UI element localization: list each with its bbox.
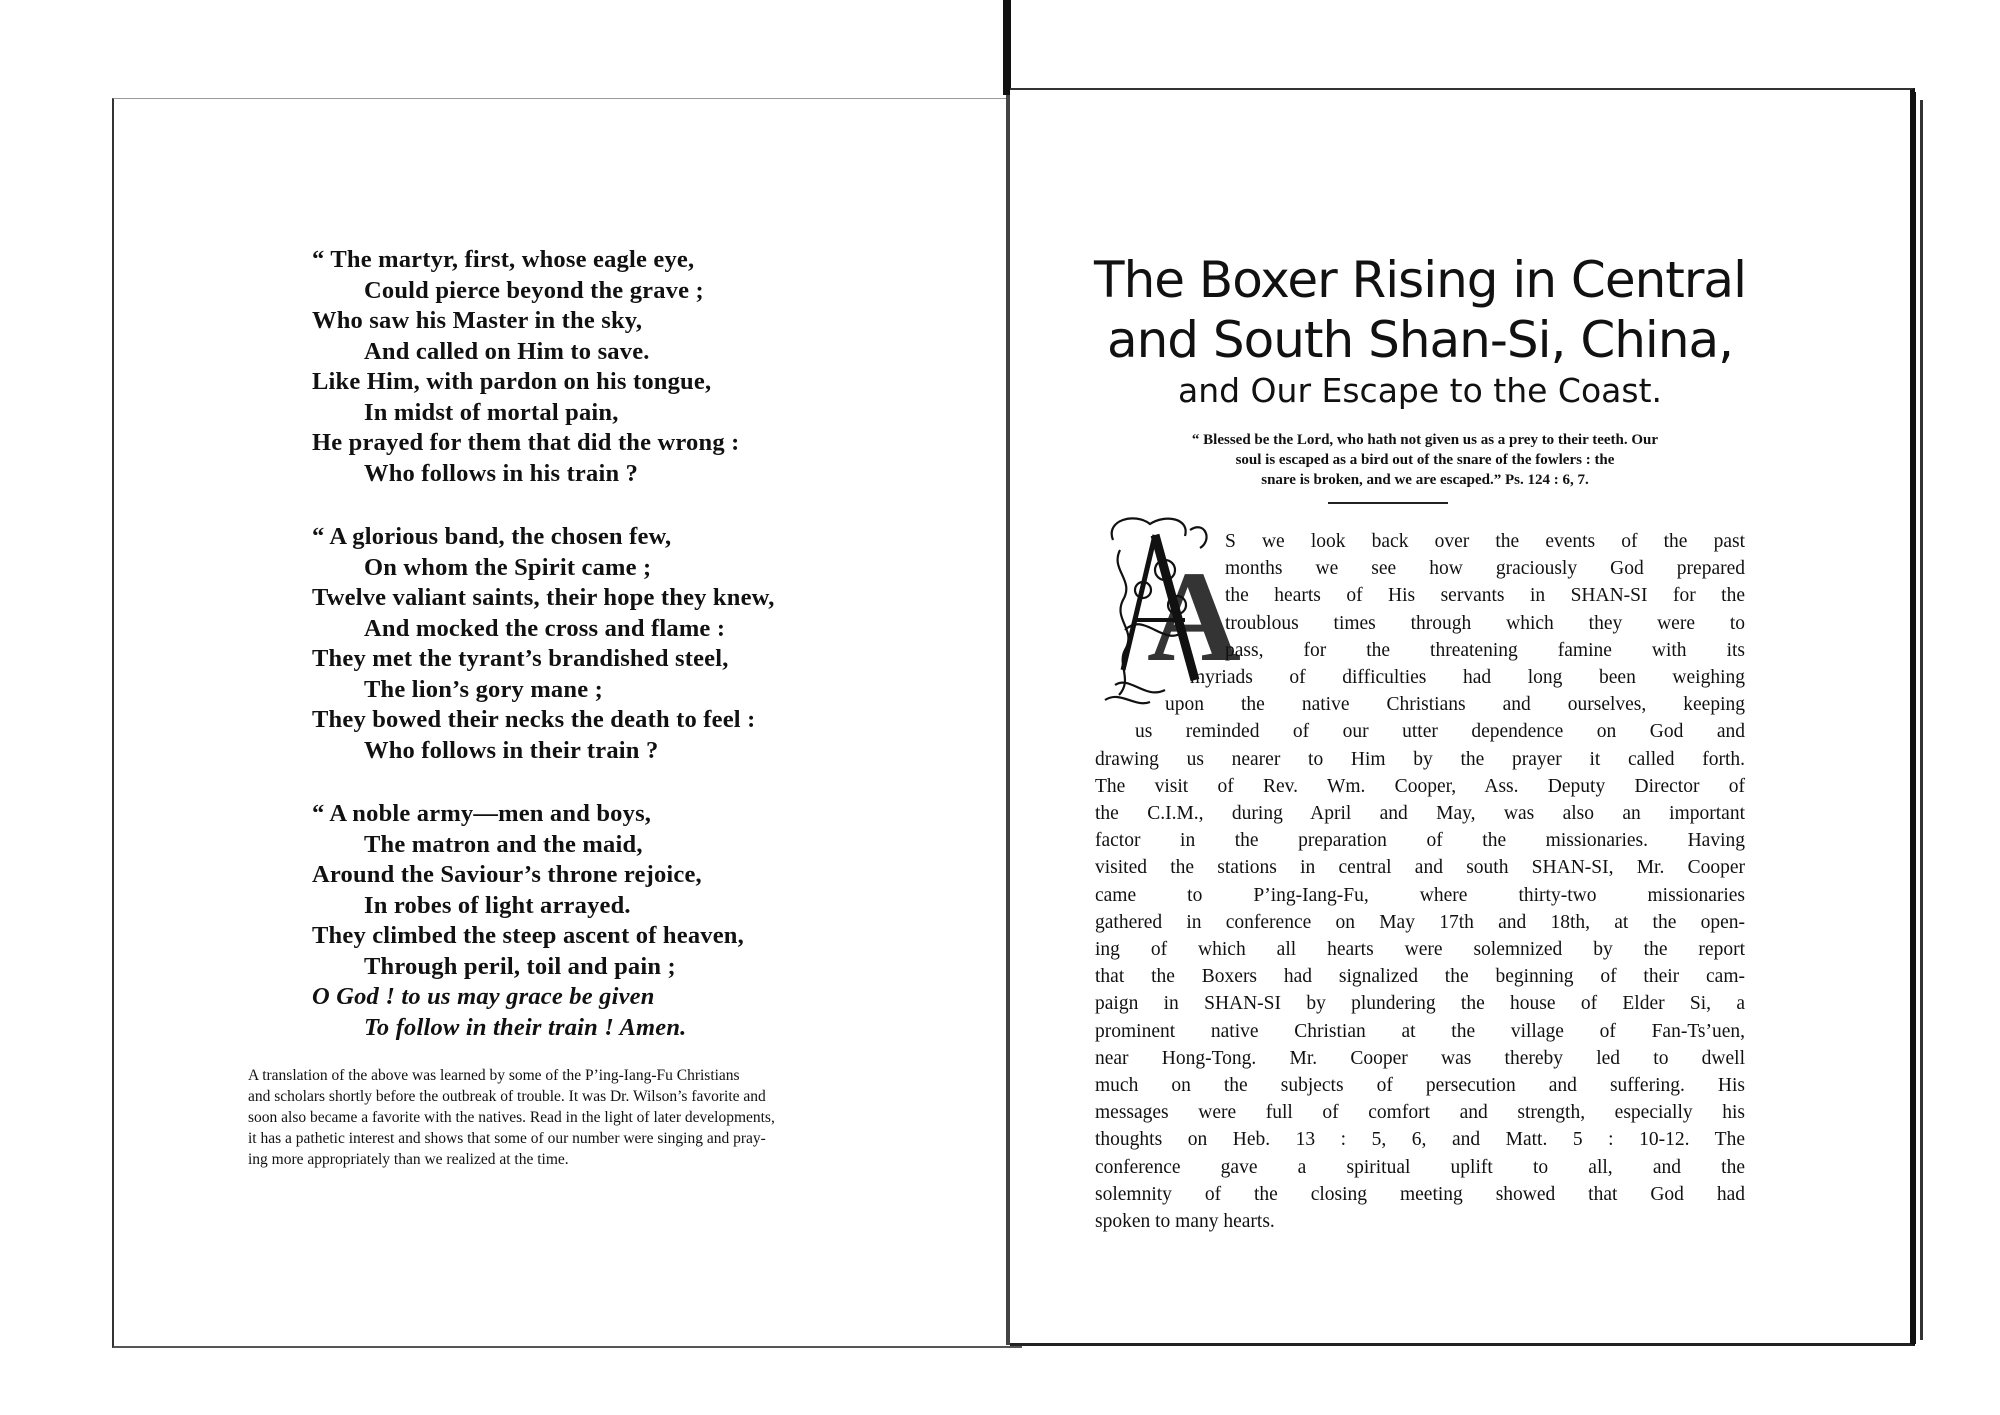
poem-line: They bowed their necks the death to feel : [312,706,756,733]
body-line: conference gave a spiritual uplift to all, and the [1095,1156,1745,1178]
body-line: gathered in conference on May 17th and 18th, at the open- [1095,911,1745,933]
gutter-line [1006,95,1010,1345]
poem-line: The lion’s gory mane ; [364,675,603,703]
scripture-epigraph [1105,430,1745,490]
body-line: spoken to many hearts. [1095,1211,1275,1233]
translation-note [248,1065,960,1170]
body-line: ing of which all hearts were solemnized by the report [1095,939,1745,961]
poem-line: To follow in their train ! Amen. [364,1013,687,1041]
poem-line: “ The martyr, first, whose eagle eye, [312,246,695,273]
poem-line: Who follows in their train ? [364,736,659,764]
body-line: upon the native Christians and ourselves, keeping [1165,694,1745,716]
epigraph-line: soul is escaped as a bird out of the snare of the fowlers : the [1235,452,1615,468]
poem-line: The matron and the maid, [364,830,643,858]
note-line: ing more appropriately than we realized at the time. [248,1151,569,1168]
poem-line: “ A noble army—men and boys, [312,800,652,827]
body-line: thoughts on Heb. 13 : 5, 6, and Matt. 5 : 10-12. The [1095,1129,1745,1151]
poem-line: And called on Him to save. [364,337,650,365]
note-line: it has a pathetic interest and shows that some of our number were singing and pray- [248,1130,766,1147]
body-line: paign in SHAN-SI by plundering the house of Elder Si, a [1095,993,1745,1015]
body-line: The visit of Rev. Wm. Cooper, Ass. Deputy Director of [1095,775,1745,797]
epigraph-line: “ Blessed be the Lord, who hath not given us as a prey to their teeth. Our [1191,432,1659,448]
poem-line: In robes of light arrayed. [364,891,631,919]
spine-shadow [1003,0,1011,95]
title-rule [1328,502,1448,504]
body-line: myriads of difficulties had long been weighing [1190,667,1745,689]
body-line: drawing us nearer to Him by the prayer it called forth. [1095,748,1745,770]
poem-line: “ A glorious band, the chosen few, [312,523,672,550]
cover-edge [1920,100,1923,1340]
poem-stanza [312,245,872,489]
body-line: solemnity of the closing meeting showed that God had [1095,1183,1745,1205]
body-line: near Hong-Tong. Mr. Cooper was thereby led to dwell [1095,1047,1745,1069]
body-line: the C.I.M., during April and May, was also an important [1095,803,1745,825]
body-line: visited the stations in central and south SHAN-SI, Mr. Cooper [1095,857,1745,879]
body-line: months we see how graciously God prepared [1225,558,1745,580]
body-line: the hearts of His servants in SHAN-SI for the [1225,585,1745,607]
poem-stanza [312,799,872,1043]
body-line: that the Boxers had signalized the beginning of their cam- [1095,966,1745,988]
poem-line: Like Him, with pardon on his tongue, [312,368,712,395]
hymn-poem [312,245,872,1076]
poem-line: Who saw his Master in the sky, [312,307,643,334]
epigraph-line: snare is broken, and we are escaped.” Ps. 124 : 6, 7. [1261,472,1589,488]
body-line: factor in the preparation of the missionaries. Having [1095,830,1745,852]
poem-line: On whom the Spirit came ; [364,553,652,581]
poem-line: They met the tyrant’s brandished steel, [312,645,729,672]
poem-line: Around the Saviour’s throne rejoice, [312,861,702,888]
poem-line: In midst of mortal pain, [364,398,619,426]
chapter-body-text [1095,528,1745,1235]
right-page-edge [1910,92,1916,1344]
poem-line: Who follows in his train ? [364,459,639,487]
body-line: prominent native Christian at the village of Fan-Ts’uen, [1095,1020,1745,1042]
poem-line: And mocked the cross and flame : [364,614,726,642]
chapter-title [1080,250,1760,412]
poem-line: They climbed the steep ascent of heaven, [312,922,744,949]
body-line: pass, for the threatening famine with its [1225,639,1745,661]
body-line: much on the subjects of persecution and suffering. His [1095,1075,1745,1097]
body-line: S we look back over the events of the past [1225,531,1745,552]
drop-cap-letter: A [1147,545,1241,689]
note-line: and scholars shortly before the outbreak of trouble. It was Dr. Wilson’s favorite and [248,1088,766,1105]
body-line: us reminded of our utter dependence on God and [1135,721,1745,743]
body-line: came to P’ing-Iang-Fu, where thirty-two missionaries [1095,884,1745,906]
note-line: A translation of the above was learned by some of the P’ing-Iang-Fu Christians [248,1067,740,1084]
body-line: troublous times through which they were to [1225,612,1745,634]
subtitle: and Our Escape to the Coast. [1177,371,1662,410]
poem-line: Twelve valiant saints, their hope they knew, [312,584,775,611]
title-line: and South Shan-Si, China, [1106,311,1734,369]
poem-line: Could pierce beyond the grave ; [364,276,704,304]
title-line: The Boxer Rising in Central [1094,251,1746,309]
body-line: messages were full of comfort and strength, especially his [1095,1102,1745,1124]
poem-line: He prayed for them that did the wrong : [312,429,740,456]
poem-line: Through peril, toil and pain ; [364,952,676,980]
poem-stanza [312,522,872,766]
note-line: soon also became a favorite with the natives. Read in the light of later developments, [248,1109,775,1126]
poem-line: O God ! to us may grace be given [312,983,655,1010]
